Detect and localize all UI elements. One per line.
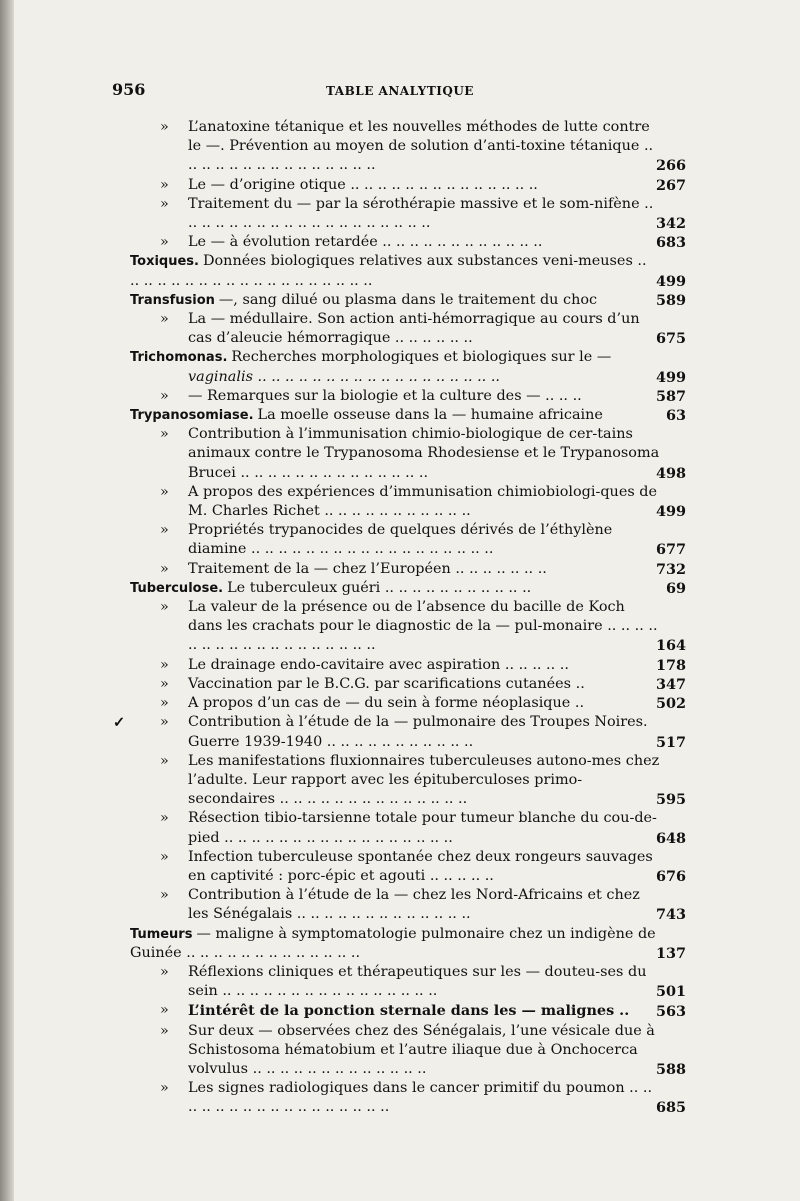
ditto-mark: »: [160, 963, 169, 980]
ditto-mark: »: [160, 599, 169, 616]
index-subentry: [130, 560, 686, 579]
ditto-mark: »: [160, 1002, 169, 1019]
entry-text: vaginalis .. .. .. .. .. .. .. .. .. .. .. .. .. .. .. .. .. ..: [188, 368, 500, 385]
ditto-mark: »: [160, 848, 169, 865]
page-reference: 501: [655, 983, 686, 1001]
ditto-mark: »: [160, 311, 169, 328]
index-subentry: [130, 1001, 686, 1021]
page-reference: 178: [655, 656, 686, 674]
index-subentry: [130, 368, 686, 387]
page-reference: 63: [665, 407, 686, 425]
ditto-mark: »: [160, 560, 169, 577]
index-heading-entry: [130, 348, 660, 367]
entry-text: Recherches morphologiques et biologiques sur le —: [231, 349, 612, 366]
page-reference: 685: [655, 1099, 686, 1117]
entry-text: — maligne à symptomatologie pulmonaire chez un indigène de Guinée .. .. .. .. .. .. .. .. .. .. .. .. ..: [130, 925, 656, 961]
index-subentry: [113, 713, 686, 751]
ditto-mark: »: [160, 234, 169, 251]
ditto-mark: »: [160, 387, 169, 404]
entry-text: Contribution à l’immunisation chimio-biologique de cer-tains animaux contre le Trypanosoma Rhodesiense et le Trypanosoma Brucei .. .. .. .. .. .. .. .. .. .. .. .. .. ..: [188, 426, 660, 481]
entry-text: —, sang dilué ou plasma dans le traitement du choc: [218, 291, 598, 308]
entry-text: Résection tibio-tarsienne totale pour tumeur blanche du cou-de-pied .. .. .. .. .. .. .. .. .. .. .. .. .. .. .. .. ..: [188, 810, 657, 846]
entry-text: L’anatoxine tétanique et les nouvelles méthodes de lutte contre le —. Prévention au moyen de solution d’anti-toxine tétanique .. .. .. .. .. .. .. .. .. .. .. .. .. .. ..: [188, 119, 654, 174]
index-keyword: Toxiques.: [130, 254, 199, 270]
ditto-mark: »: [160, 1080, 169, 1097]
entry-text: Sur deux — observées chez des Sénégalais, l’une vésicale due à Schistosoma hématobium et l’autre iliaque due à Onchocerca volvulus .. .. .. .. .. .. .. .. .. .. .. .. ..: [188, 1022, 655, 1077]
index-subentry: [130, 483, 686, 521]
entry-text: Traitement du — par la sérothérapie massive et le som-nifène .. .. .. .. .. .. .. .. .. .. .. .. .. .. .. .. .. .. ..: [188, 195, 654, 232]
page-reference: 137: [655, 944, 686, 962]
index-keyword: Trichomonas.: [130, 350, 228, 366]
ditto-mark: »: [160, 119, 169, 135]
index-heading-entry: [130, 406, 686, 425]
entry-text: Vaccination par le B.C.G. par scarifications cutanées ..: [188, 675, 585, 692]
index-subentry: [130, 425, 686, 483]
ditto-mark: »: [160, 675, 169, 692]
entry-text: La — médullaire. Son action anti-hémorragique au cours d’un cas d’aleucie hémorragique .. .. .. .. .. ..: [188, 311, 640, 347]
entry-text: La moelle osseuse dans la — humaine africaine: [257, 407, 603, 424]
entry-text: Contribution à l’étude de la — chez les Nord-Africains et chez les Sénégalais .. .. .. .. .. .. .. .. .. .. .. .. ..: [188, 887, 640, 923]
index-keyword: Transfusion: [130, 292, 215, 308]
ditto-mark: »: [160, 656, 169, 673]
index-subentry: [130, 310, 686, 348]
page-reference: 342: [655, 215, 686, 233]
entry-text: Propriétés trypanocides de quelques dérivés de l’éthylène diamine .. .. .. .. .. .. .. .. .. .. .. .. .. .. .. .. .. ..: [188, 522, 613, 558]
page-reference: 743: [655, 906, 686, 924]
page-reference: 589: [655, 291, 686, 309]
entry-text: Les signes radiologiques dans le cancer primitif du poumon .. .. .. .. .. .. .. .. .. .. .. .. .. .. .. .. ..: [188, 1080, 653, 1116]
page-reference: 499: [655, 368, 686, 386]
index-heading-entry: [130, 252, 686, 290]
page-reference: 69: [665, 579, 686, 597]
page-reference: 563: [655, 1003, 686, 1021]
checkmark-icon: ✓: [113, 714, 126, 732]
entry-text: Traitement de la — chez l’Européen .. .. .. .. .. .. ..: [188, 560, 547, 577]
ditto-mark: »: [160, 483, 169, 500]
entry-text: Infection tuberculeuse spontanée chez deux rongeurs sauvages en captivité : porc-épic et agouti .. .. .. .. ..: [188, 848, 653, 884]
entry-text: Données biologiques relatives aux substances veni-meuses .. .. .. .. .. .. .. .. .. .. .. .. .. .. .. .. .. .. ..: [130, 253, 647, 289]
page-reference: 683: [655, 234, 686, 252]
page-reference: 517: [655, 733, 686, 751]
entry-text: La valeur de la présence ou de l’absence du bacille de Koch dans les crachats pour le diagnostic de la — pul-monaire .. .. .. .. .. .. .. .. .. .. .. .. .. .. .. .. .. ..: [188, 599, 658, 654]
page-reference: 588: [655, 1060, 686, 1078]
entry-text: A propos d’un cas de — du sein à forme néoplasique ..: [188, 695, 585, 712]
ditto-mark: »: [160, 810, 169, 827]
page-reference: 266: [655, 157, 686, 175]
page-reference: 499: [655, 272, 686, 290]
index-subentry: [130, 387, 686, 406]
index-keyword: Tumeurs: [130, 926, 193, 942]
index-subentry: [130, 675, 686, 694]
entry-text: Le tuberculeux guéri .. .. .. .. .. .. .. .. .. .. ..: [227, 579, 532, 596]
index-subentry: [130, 176, 686, 195]
entry-text: Les manifestations fluxionnaires tuberculeuses autono-mes chez l’adulte. Leur rapport avec les épituberculoses primo-secondaires .. .. .. .. .. .. .. .. .. .. .. .. .. ..: [188, 752, 660, 808]
index-keyword: Trypanosomiase.: [130, 408, 254, 424]
page-reference: 498: [655, 464, 686, 482]
entry-text: Le — d’origine otique .. .. .. .. .. .. .. .. .. .. .. .. .. ..: [188, 176, 538, 193]
index-heading-entry: [130, 925, 686, 963]
index-body: [113, 118, 686, 1118]
index-subentry: [130, 598, 686, 656]
index-subentry: [130, 886, 686, 924]
page-reference: 732: [655, 560, 686, 578]
entry-text: Le drainage endo-cavitaire avec aspiration .. .. .. .. ..: [188, 656, 569, 673]
page-reference: 267: [655, 176, 686, 194]
index-subentry: [130, 118, 686, 176]
page-reference: 677: [655, 541, 686, 559]
page-reference: 648: [655, 829, 686, 847]
entry-text: Réflexions cliniques et thérapeutiques sur les — douteu-ses du sein .. .. .. .. .. .. .. .. .. .. .. .. .. .. .. ..: [188, 963, 647, 1000]
index-subentry: [130, 752, 686, 810]
page-reference: 499: [655, 503, 686, 521]
entry-text: Le — à évolution retardée .. .. .. .. .. .. .. .. .. .. .. ..: [188, 234, 543, 251]
ditto-mark: »: [160, 426, 169, 443]
page-reference: 587: [655, 387, 686, 405]
index-heading-entry: [130, 579, 686, 598]
ditto-mark: »: [160, 176, 169, 193]
page-reference: 595: [655, 791, 686, 809]
index-subentry: [130, 195, 686, 233]
page-edge-shadow: [0, 0, 14, 1201]
ditto-mark: »: [160, 195, 169, 212]
index-subentry: [130, 1022, 686, 1080]
ditto-mark: »: [160, 1022, 169, 1039]
ditto-mark: »: [160, 714, 169, 731]
index-subentry: [130, 1079, 686, 1117]
index-heading-entry: [130, 291, 686, 310]
index-subentry: [130, 521, 686, 559]
index-subentry: [130, 694, 686, 713]
index-subentry: [130, 963, 686, 1001]
index-subentry: [130, 809, 686, 847]
page-reference: 676: [655, 867, 686, 885]
index-subentry: [130, 848, 686, 886]
page-reference: 164: [655, 637, 686, 655]
entry-text: L’intérêt de la ponction sternale dans les — malignes ..: [188, 1002, 630, 1020]
ditto-mark: »: [160, 522, 169, 539]
page-number: 956: [112, 80, 146, 99]
page-reference: 347: [655, 675, 686, 693]
index-subentry: [130, 233, 686, 252]
running-title: TABLE ANALYTIQUE: [326, 84, 474, 98]
index-keyword: Tuberculose.: [130, 580, 224, 596]
ditto-mark: »: [160, 752, 169, 769]
page-reference: 502: [655, 695, 686, 713]
ditto-mark: »: [160, 695, 169, 712]
entry-text: Contribution à l’étude de la — pulmonaire des Troupes Noires. Guerre 1939-1940 .. .. .. .. .. .. .. .. .. .. ..: [188, 714, 648, 750]
page-reference: 675: [655, 330, 686, 348]
index-subentry: [130, 656, 686, 675]
ditto-mark: »: [160, 887, 169, 904]
entry-text: A propos des expériences d’immunisation chimiobiologi-ques de M. Charles Richet .. .. .. .. .. .. .. .. .. .. ..: [188, 483, 658, 520]
entry-text: — Remarques sur la biologie et la culture des — .. .. ..: [188, 387, 582, 404]
